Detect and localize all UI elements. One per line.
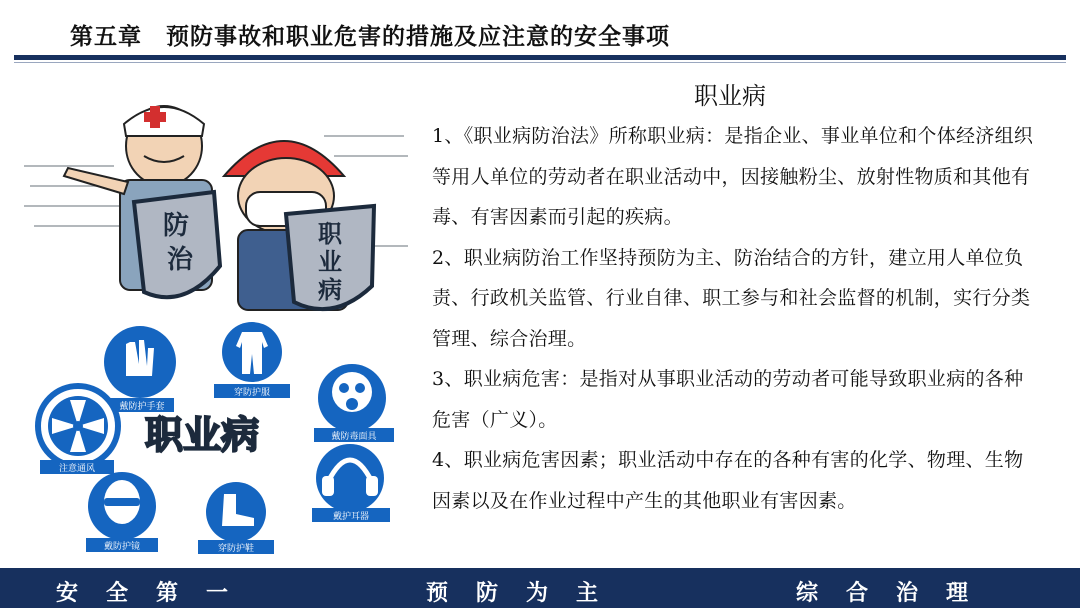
footer-slogan-middle: 预防为主: [426, 581, 627, 606]
header-divider: [14, 55, 1066, 60]
sign-label-ventilation: 注意通风: [58, 464, 96, 474]
safety-boot-icon: [198, 482, 274, 554]
shield-left-char-2: 治: [166, 245, 194, 275]
protective-suit-icon: [214, 322, 290, 398]
paragraph-4: 4、职业病危害因素；职业活动中存在的各种有害的化学、物理、生物因素以及在作业过程中产生的其他职业有害因素。: [432, 449, 1024, 512]
cartoon-illustration: [24, 96, 408, 318]
header-divider-thin: [14, 62, 1066, 63]
shield-left-char-1: 防: [162, 211, 190, 241]
sign-label-gloves: 戴防护手套: [119, 402, 165, 412]
shield-right-char-2: 业: [318, 248, 342, 276]
sign-label-suit: 穿防护服: [233, 388, 271, 398]
shield-right-char-1: 职: [318, 220, 342, 248]
sign-label-boots: 穿防护鞋: [217, 544, 255, 554]
paragraph-2: 2、职业病防治工作坚持预防为主、防治结合的方针，建立用人单位负责、行政机关监管、行业自律、职工参与和社会监督的机制，实行分类管理、综合治理。: [432, 246, 1031, 350]
ventilation-fan-icon: [38, 386, 118, 474]
goggles-icon: [86, 472, 158, 552]
shield-right-char-3: 病: [318, 276, 342, 304]
paragraph-1: 1、《职业病防治法》所称职业病：是指企业、事业单位和个体经济组织等用人单位的劳动者在职业活动中，因接触粉尘、放射性物质和其他有毒、有害因素而引起的疾病。: [432, 125, 1034, 228]
shield-right: [286, 206, 374, 309]
ear-protector-icon: [312, 444, 390, 522]
sign-label-mask: 戴防毒面具: [331, 432, 377, 442]
body-text: [432, 116, 1042, 521]
glove-icon: [104, 326, 176, 412]
center-label: 职业病: [144, 413, 260, 457]
chapter-title: 第五章 预防事故和职业危害的措施及应注意的安全事项: [70, 24, 670, 50]
shield-left: [134, 192, 220, 297]
sign-label-goggles: 戴防护镜: [103, 542, 141, 552]
sign-label-ear: 戴护耳器: [332, 512, 370, 522]
section-title: 职业病: [694, 82, 766, 110]
gas-mask-icon: [314, 364, 394, 442]
safety-signs-cluster: [30, 322, 410, 558]
footer-slogan-left: 安全第一: [56, 581, 257, 606]
footer-slogan-right: 综合治理: [796, 581, 997, 606]
paragraph-3: 3、职业病危害：是指对从事职业活动的劳动者可能导致职业病的各种危害（广义）。: [432, 368, 1024, 431]
